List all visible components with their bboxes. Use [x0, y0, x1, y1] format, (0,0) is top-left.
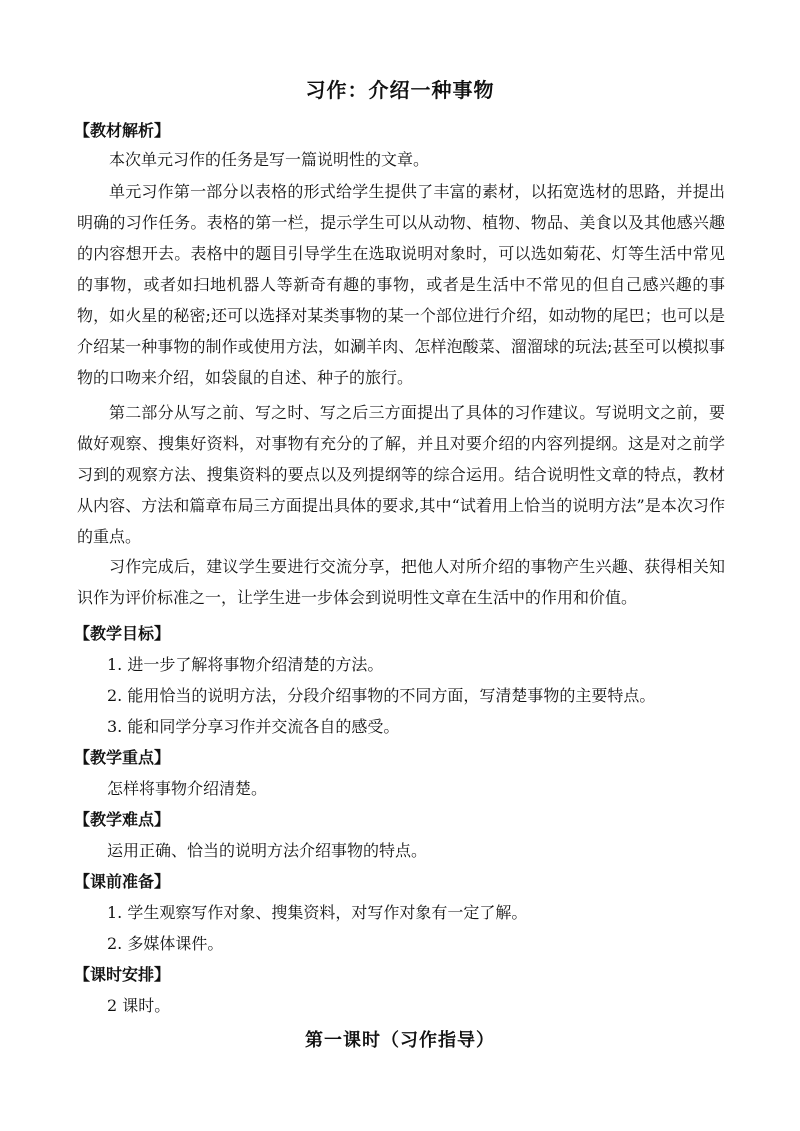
key-point-text: 怎样将事物介绍清楚。	[107, 779, 268, 798]
schedule-text: 2 课时。	[107, 996, 171, 1015]
heading-zhongdian: 【教学重点】	[74, 748, 171, 767]
heading-anpai: 【课时安排】	[74, 965, 171, 984]
prep-item: 1. 学生观察写作对象、搜集资料，对写作对象有一定了解。	[107, 903, 528, 922]
heading-nandian: 【教学难点】	[74, 810, 171, 829]
document-title: 习作：介绍一种事物	[305, 78, 495, 102]
paragraph-4: 习作完成后，建议学生要进行交流分享，把他人对所介绍的事物产生兴趣、获得相关知识作为评价标准之一，让学生进一步体会到说明性文章在生活中的作用和价值。	[77, 557, 725, 607]
paragraph-3: 第二部分从写之前、写之时、写之后三方面提出了具体的习作建议。写说明文之前，要做好观察、搜集好资料，对事物有充分的了解，并且对要介绍的内容列提纲。这是对之前学习到的观察方法、搜集资料的要点以及列提纲等的综合运用。结合说明性文章的特点，教材从内容、方法和篇章布局三方面提出具体的要求,其中“试着用上恰当的说明方法”是本次习作的重点。	[77, 403, 725, 546]
goal-item: 3. 能和同学分享习作并交流各自的感受。	[107, 717, 400, 736]
goal-item: 2. 能用恰当的说明方法，分段介绍事物的不同方面，写清楚事物的主要特点。	[107, 686, 656, 705]
paragraph-2: 单元习作第一部分以表格的形式给学生提供了丰富的素材，以拓宽选材的思路，并提出明确的习作任务。表格的第一栏，提示学生可以从动物、植物、物品、美食以及其他感兴趣的内容想开去。表格中的题目引导学生在选取说明对象时，可以选如菊花、灯等生活中常见的事物，或者如扫地机器人等新奇有趣的事物，或者是生活中不常见的但自己感兴趣的事物，如火星的秘密;还可以选择对某类事物的某一个部位进行介绍，如动物的尾巴；也可以是介绍某一种事物的制作或使用方法，如涮羊肉、怎样泡酸菜、溜溜球的玩法;甚至可以模拟事物的口吻来介绍，如袋鼠的自述、种子的旅行。	[77, 182, 725, 387]
goal-item: 1. 进一步了解将事物介绍清楚的方法。	[107, 655, 384, 674]
heading-mubiao: 【教学目标】	[74, 624, 171, 643]
difficulty-text: 运用正确、恰当的说明方法介绍事物的特点。	[107, 841, 428, 860]
prep-item: 2. 多媒体课件。	[107, 934, 224, 953]
heading-zhunbei: 【课前准备】	[74, 872, 171, 891]
heading-jiaocai: 【教材解析】	[74, 121, 171, 140]
paragraph-1: 本次单元习作的任务是写一篇说明性的文章。	[109, 150, 430, 169]
lesson-subtitle: 第一课时（习作指导）	[305, 1030, 495, 1051]
